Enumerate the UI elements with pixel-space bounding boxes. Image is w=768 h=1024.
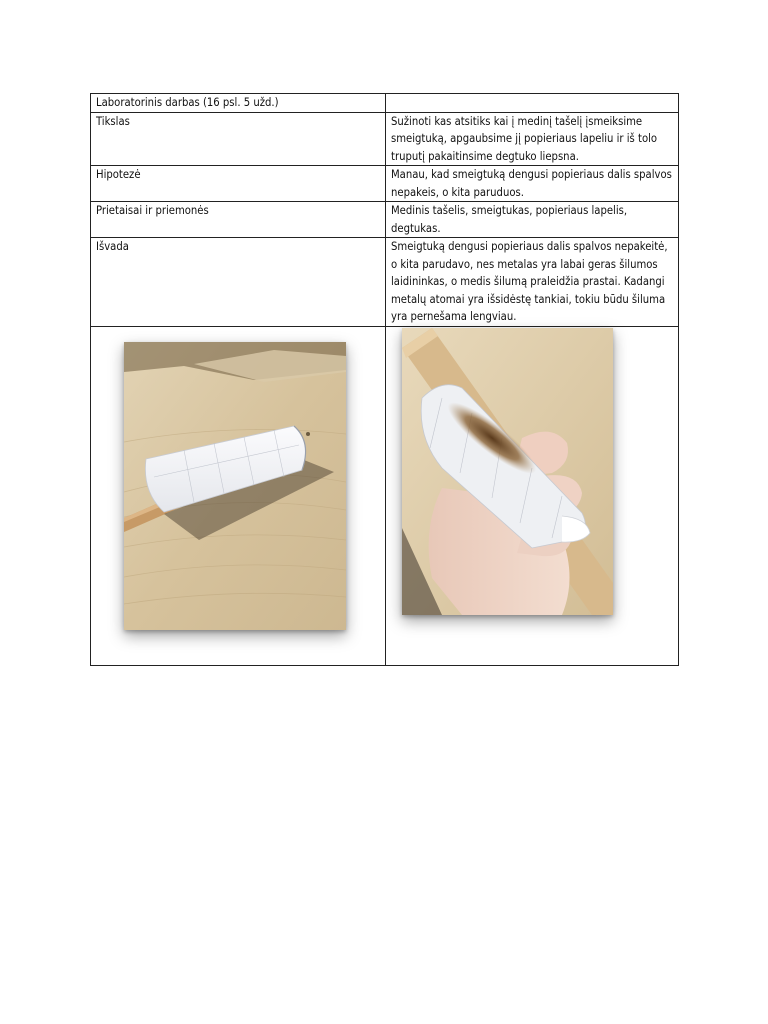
photo-cell-left [91, 326, 386, 665]
photo-burned-paper-illustration [402, 328, 613, 615]
row-label-goal: Tikslas [91, 112, 386, 166]
table-row-equipment [91, 202, 679, 238]
photo-paper-on-wood-illustration [124, 342, 346, 630]
row-label-conclusion: Išvada [91, 238, 386, 327]
photo-paper-on-wood [124, 342, 346, 630]
photo-burned-paper-in-hand [402, 328, 613, 615]
row-label-hypothesis: Hipotezė [91, 166, 386, 202]
row-text-hypothesis: Manau, kad smeigtuką dengusi popieriaus dalis spalvos nepakeis, o kita paruduos. [386, 166, 679, 202]
lab-report-table [90, 93, 679, 666]
table-header-row [91, 94, 679, 113]
row-label-equipment: Prietaisai ir priemonės [91, 202, 386, 238]
table-row-photos [91, 326, 679, 665]
table-row-goal [91, 112, 679, 166]
header-empty-cell [386, 94, 679, 113]
row-text-equipment: Medinis tašelis, smeigtukas, popieriaus lapelis, degtukas. [386, 202, 679, 238]
table-row-hypothesis [91, 166, 679, 202]
row-text-conclusion: Smeigtuką dengusi popieriaus dalis spalvos nepakeitė, o kita parudavo, nes metalas yra labai geras šilumos laidininkas, o medis šilumą praleidžia prastai. Kadangi metalų atomai yra išsidėstę tankiai, tokiu būdu šiluma yra pernešama lengviau. [386, 238, 679, 327]
row-text-goal: Sužinoti kas atsitiks kai į medinį tašelį įsmeiksime smeigtuką, apgaubsime jį popieriaus lapeliu ir iš tolo truputį pakaitinsime degtuko liepsna. [386, 112, 679, 166]
header-title-cell: Laboratorinis darbas (16 psl. 5 užd.) [91, 94, 386, 113]
table-row-conclusion [91, 238, 679, 327]
photo-cell-right [386, 326, 679, 665]
